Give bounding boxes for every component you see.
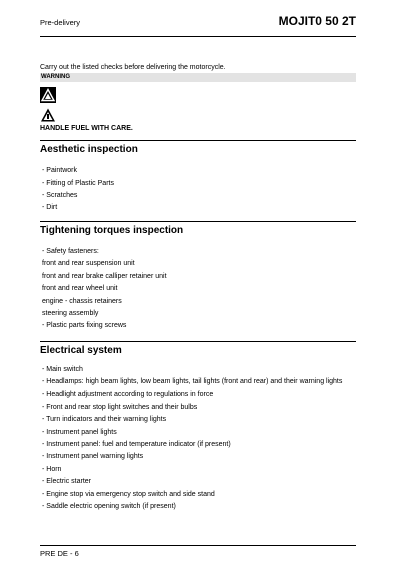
list-item: - Horn: [42, 466, 62, 473]
section-divider: [40, 140, 356, 141]
list-item: - Instrument panel: fuel and temperature indicator (if present): [42, 441, 231, 448]
list-item: engine - chassis retainers: [42, 298, 122, 305]
list-item: - Turn indicators and their warning lights: [42, 416, 167, 423]
list-item: - Headlight adjustment according to regulations in force: [42, 391, 214, 398]
page-number: PRE DE - 6: [40, 549, 79, 558]
page-header: [40, 14, 356, 32]
section-divider: [40, 221, 356, 222]
header-section-name: Pre-delivery: [40, 18, 81, 27]
list-item: front and rear suspension unit: [42, 260, 135, 267]
list-item: - Headlamps: high beam lights, low beam lights, tail lights (front and rear) and their warning lights: [42, 378, 343, 385]
footer-divider: [40, 545, 356, 546]
section-title: Aesthetic inspection: [40, 144, 138, 155]
list-item: - Main switch: [42, 366, 83, 373]
section-title: Tightening torques inspection: [40, 225, 184, 236]
fuel-warning-triangle-icon: [40, 107, 56, 123]
list-item: - Instrument panel warning lights: [42, 453, 144, 460]
header-divider: [40, 36, 356, 37]
list-item: - Saddle electric opening switch (if present): [42, 503, 176, 510]
list-item: - Front and rear stop light switches and their bulbs: [42, 404, 198, 411]
header-model-name: MOJIT0 50 2T: [278, 14, 356, 28]
section-divider: [40, 341, 356, 342]
list-item: front and rear brake calliper retainer unit: [42, 273, 167, 280]
list-item: steering assembly: [42, 310, 99, 317]
list-item: - Paintwork: [42, 167, 78, 174]
list-item: - Plastic parts fixing screws: [42, 322, 127, 329]
warning-triangle-icon: [40, 87, 56, 103]
list-item: - Engine stop via emergency stop switch and side stand: [42, 491, 215, 498]
intro-text: Carry out the listed checks before delivering the motorcycle.: [40, 64, 226, 71]
warning-text: HANDLE FUEL WITH CARE.: [40, 125, 133, 132]
document-page: [40, 0, 356, 588]
list-item: - Electric starter: [42, 478, 92, 485]
list-item: - Fitting of Plastic Parts: [42, 180, 114, 187]
list-item: front and rear wheel unit: [42, 285, 118, 292]
list-item: - Dirt: [42, 204, 58, 211]
list-item: - Instrument panel lights: [42, 429, 117, 436]
warning-label-bar: WARNING: [40, 73, 356, 82]
list-item: - Scratches: [42, 192, 78, 199]
list-item: - Safety fasteners:: [42, 248, 99, 255]
section-title: Electrical system: [40, 345, 122, 356]
